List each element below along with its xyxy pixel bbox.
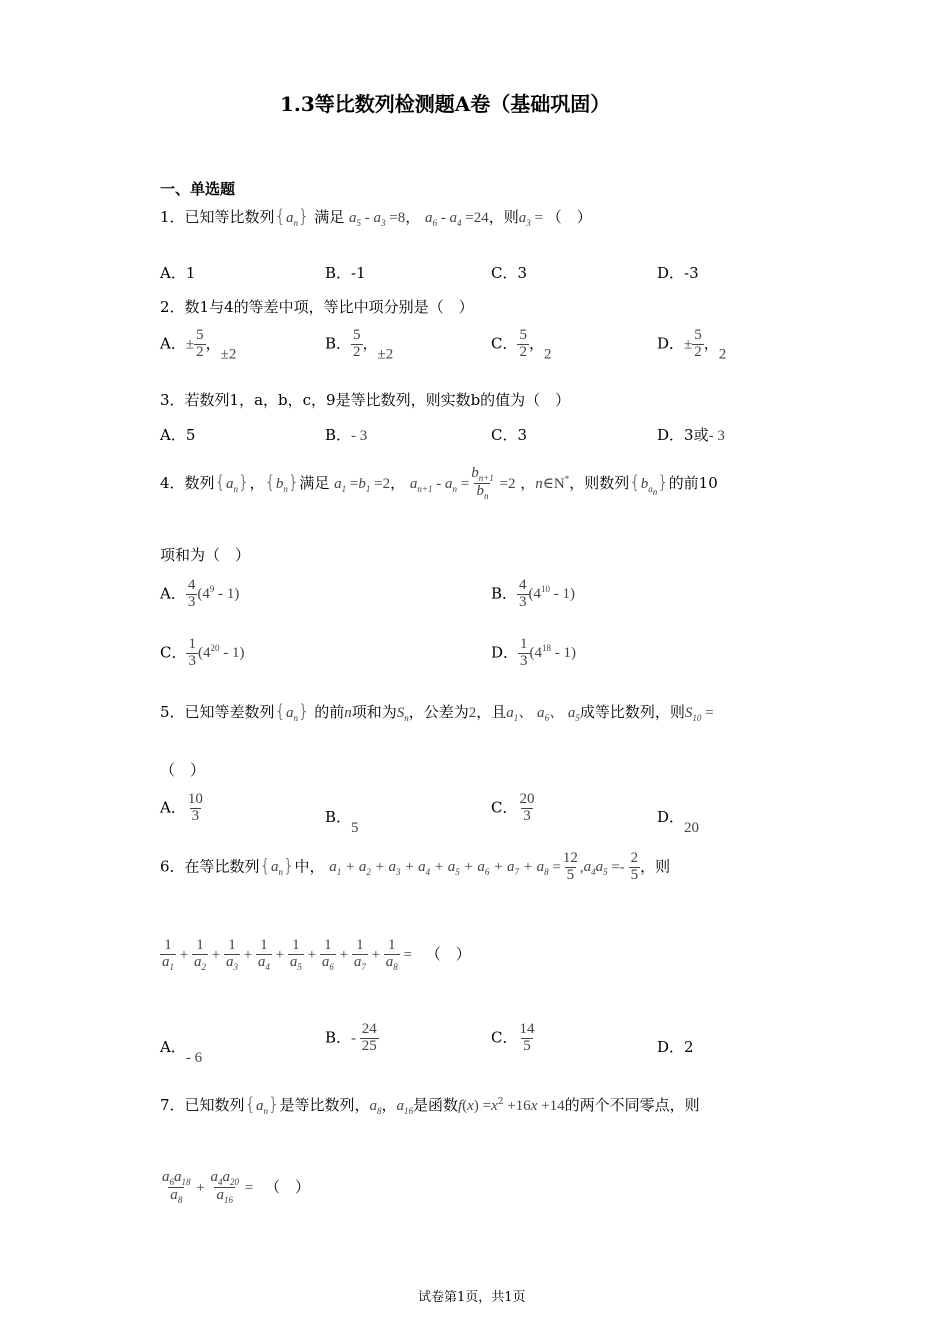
question-1-option-a[interactable]: A．1 xyxy=(160,264,196,282)
question-5-option-a[interactable]: A． $\frac{10}{3}$ xyxy=(160,791,203,824)
question-4-option-c[interactable]: C． $\frac{1}{3}$ $(4^{20} - 1)$ xyxy=(160,636,245,669)
question-6-option-d[interactable]: D．2 xyxy=(657,1038,694,1056)
question-4-option-a[interactable]: A． $\frac{4}{3}$ $(4^9 - 1)$ xyxy=(160,577,240,610)
section-heading: 一、单选题 xyxy=(160,180,236,198)
question-1-option-d[interactable]: D．-3 xyxy=(657,264,699,282)
question-3-option-d[interactable]: D．3或- 3 xyxy=(657,426,725,444)
page-title: 1.3等比数列检测题A卷（基础巩固） xyxy=(280,92,611,116)
question-6-stem: 6．在等比数列$\{a_n\}$中， $a_1 + a_2 + a_3 + a_4 + a_5 + a_6 + a_7 + a_8$ = $\frac{12}{5}$ $,a_4a_5$ =- $\frac{2}{5}$ ，则 xyxy=(160,850,671,883)
question-1-option-b[interactable]: B．-1 xyxy=(325,264,366,282)
question-3-stem: 3．若数列1，a，b，c，9是等比数列，则实数b的值为（ ） xyxy=(160,391,571,409)
question-6-option-a[interactable]: A．- 6 xyxy=(160,1038,203,1066)
question-3-option-a[interactable]: A．5 xyxy=(160,426,196,444)
question-6-formula: $\frac{1}{a_1}$ + $\frac{1}{a_2}$ + $\frac{1}{a_3}$ + $\frac{1}{a_4}$ + $\frac{1}{a_5}$ + $\frac{1}{a_6}$ + $\frac{1}{a_7}$ + $\frac{1}{a_8}$ = （ ） xyxy=(162,937,471,972)
question-2-stem: 2．数1与4的等差中项，等比中项分别是（ ） xyxy=(160,298,474,316)
question-6-option-c[interactable]: C． $\frac{14}{5}$ xyxy=(491,1021,535,1054)
question-2-option-d[interactable]: D．± $\frac{5}{2}$ ，2 xyxy=(657,327,727,363)
question-4-stem: 4．数列$\{a_n\}$，$\{b_n\}$满足 $a_1 =b_1 =2$， $a_{n+1} - a_n$ = $\frac{b_{n+1}}{b_n}$ =2 ，n∈N*，则数列$\{b_{a_n}\}$的前10 xyxy=(160,465,718,502)
page-footer: 试卷第1页，共1页 xyxy=(418,1290,526,1305)
question-1-option-c[interactable]: C．3 xyxy=(491,264,528,282)
question-1-stem: 1．已知等比数列$\{a_n\}$ 满足 $a_5 - a_3 =8$， $a_6 - a_4 =24$，则$a_3$ = （ ） xyxy=(160,206,592,228)
question-4-option-d[interactable]: D． $\frac{1}{3}$ $(4^{18} - 1)$ xyxy=(491,636,577,669)
question-3-option-b[interactable]: B．- 3 xyxy=(325,426,368,444)
question-5-option-c[interactable]: C． $\frac{20}{3}$ xyxy=(491,791,535,824)
question-7-stem: 7．已知数列$\{a_n\}$是等比数列，$a_8$，$a_{16}$是函数$f(x) =x^2 +16x +14$的两个不同零点，则 xyxy=(160,1094,700,1116)
question-4-option-b[interactable]: B． $\frac{4}{3}$ $(4^{10} - 1)$ xyxy=(491,577,576,610)
question-3-option-c[interactable]: C．3 xyxy=(491,426,528,444)
question-4-stem-line2: 项和为（ ） xyxy=(160,546,251,564)
question-6-option-b[interactable]: B．- $\frac{24}{25}$ xyxy=(325,1021,377,1054)
question-5-stem-line2: （ ） xyxy=(160,761,206,779)
question-5-stem: 5．已知等差数列$\{a_n\}$ 的前n项和为$S_n$，公差为2，且$a_1$、 $a_6$、 $a_5$成等比数列，则$S_{10}$ = xyxy=(160,701,714,723)
question-2-option-a[interactable]: A．± $\frac{5}{2}$ ，±2 xyxy=(160,327,237,363)
question-5-option-b[interactable]: B．5 xyxy=(325,808,359,836)
question-7-formula: $\frac{a_6a_{18}}{a_8}$ + $\frac{a_4a_{20}}{a_{16}}$ = （ ） xyxy=(162,1169,310,1206)
question-5-option-d[interactable]: D．20 xyxy=(657,808,700,836)
question-2-option-b[interactable]: B． $\frac{5}{2}$ ，±2 xyxy=(325,327,394,363)
question-2-option-c[interactable]: C． $\frac{5}{2}$ ，2 xyxy=(491,327,552,363)
